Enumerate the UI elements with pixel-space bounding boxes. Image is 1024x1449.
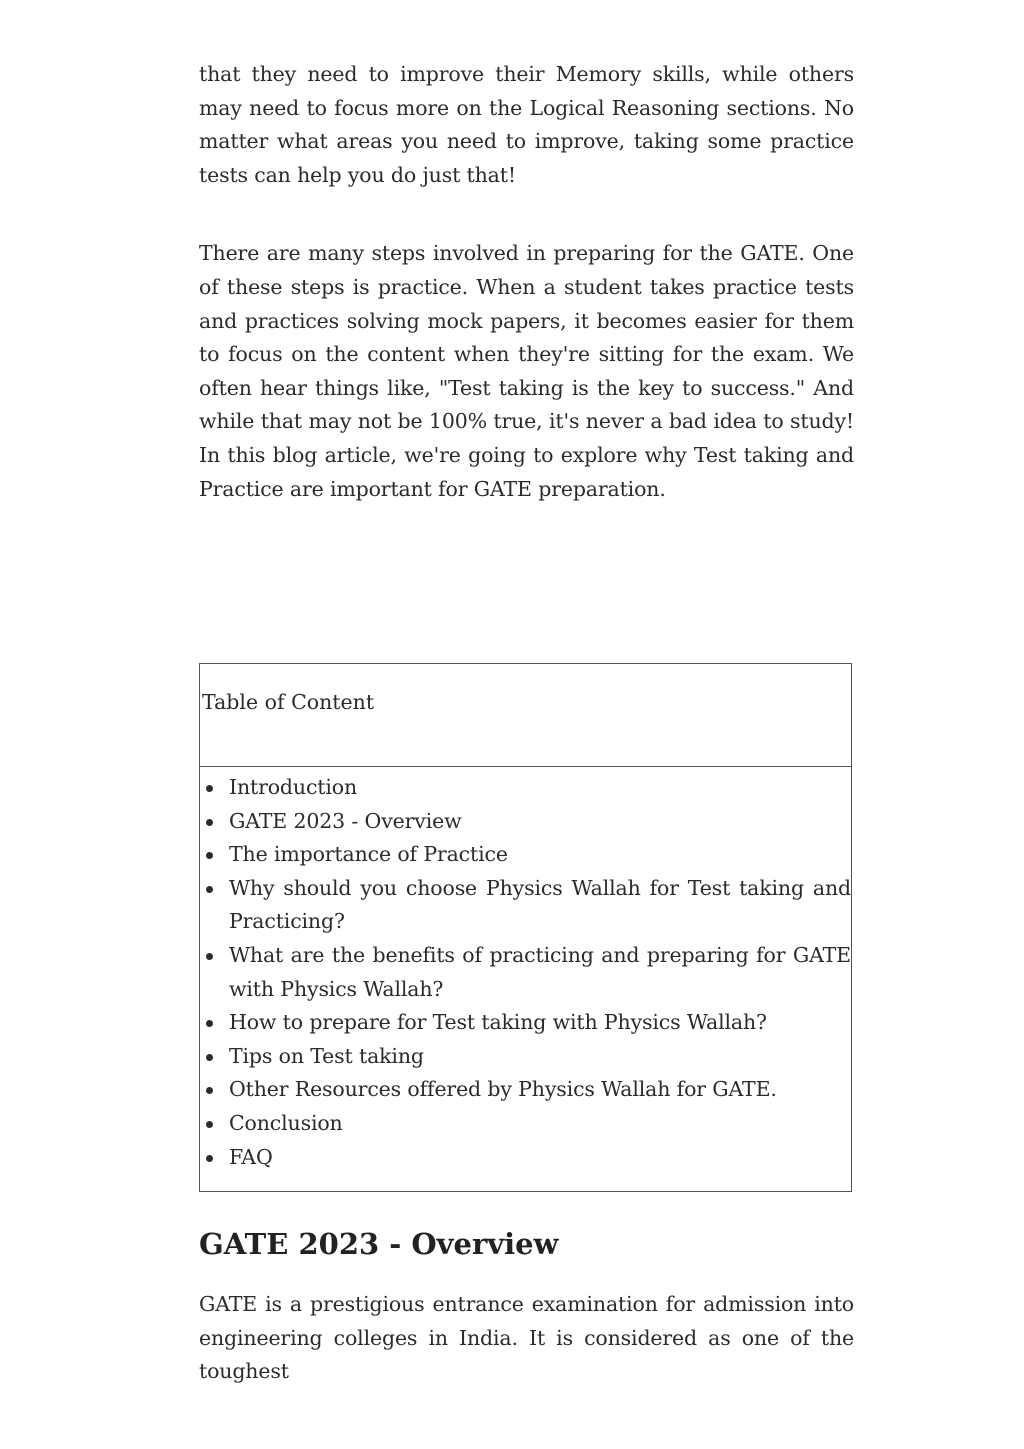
section-paragraph: GATE is a prestigious entrance examination for admission into engineering colleges in India. It is considered as one of the toughest [199, 1292, 854, 1384]
toc-item-label[interactable]: The importance of Practice [229, 842, 508, 867]
toc-list [200, 771, 851, 1174]
toc-title: Table of Content [200, 664, 851, 767]
bullet-icon [206, 1087, 213, 1094]
article-body [199, 58, 854, 506]
toc-item-label[interactable]: Why should you choose Physics Wallah for Test taking and Practicing? [229, 875, 851, 934]
toc-item[interactable] [200, 805, 851, 839]
toc-item-label[interactable]: Conclusion [229, 1110, 343, 1135]
toc-item[interactable] [200, 1006, 851, 1040]
toc-item-label[interactable]: GATE 2023 - Overview [229, 808, 462, 833]
paragraph-practice-steps: There are many steps involved in preparing for the GATE. One of these steps is practice. When a student takes practice tests and practices solving mock papers, it becomes easier for them to focus on the content when they're sitting for the exam. We often hear things like, "Test taking is the key to success." And while that may not be 100% true, it's never a bad idea to study! In this blog article, we're going to explore why Test taking and Practice are important for GATE preparation. [199, 241, 854, 501]
paragraph-intro-continued: that they need to improve their Memory skills, while others may need to focus more on the Logical Reasoning sections. No matter what areas you need to improve, taking some practice tests can help you do just that! [199, 62, 854, 187]
section-heading: GATE 2023 - Overview [199, 1227, 559, 1261]
toc-item[interactable] [200, 1107, 851, 1141]
toc-item[interactable] [200, 838, 851, 872]
toc-item-label[interactable]: What are the benefits of practicing and preparing for GATE with Physics Wallah? [229, 942, 851, 1001]
toc-item[interactable] [200, 1073, 851, 1107]
toc-item[interactable] [200, 771, 851, 805]
toc-item-label[interactable]: Introduction [229, 775, 358, 799]
toc-item[interactable] [200, 1040, 851, 1074]
toc-item[interactable] [200, 939, 851, 1006]
bullet-icon [206, 1121, 213, 1128]
toc-item[interactable] [200, 1141, 851, 1175]
toc-item-label[interactable]: Other Resources offered by Physics Wallah for GATE. [229, 1077, 777, 1102]
bullet-icon [206, 1054, 213, 1061]
toc-item[interactable] [200, 872, 851, 939]
bullet-icon [206, 1020, 213, 1027]
bullet-icon [206, 886, 213, 893]
toc-item-label[interactable]: Tips on Test taking [229, 1043, 424, 1068]
bullet-icon [206, 953, 213, 960]
bullet-icon [206, 1155, 213, 1162]
bullet-icon [206, 819, 213, 826]
table-of-contents [199, 663, 852, 1192]
toc-item-label[interactable]: FAQ [229, 1144, 273, 1169]
bullet-icon [206, 785, 213, 792]
bullet-icon [206, 852, 213, 859]
toc-item-label[interactable]: How to prepare for Test taking with Physics Wallah? [229, 1010, 767, 1035]
